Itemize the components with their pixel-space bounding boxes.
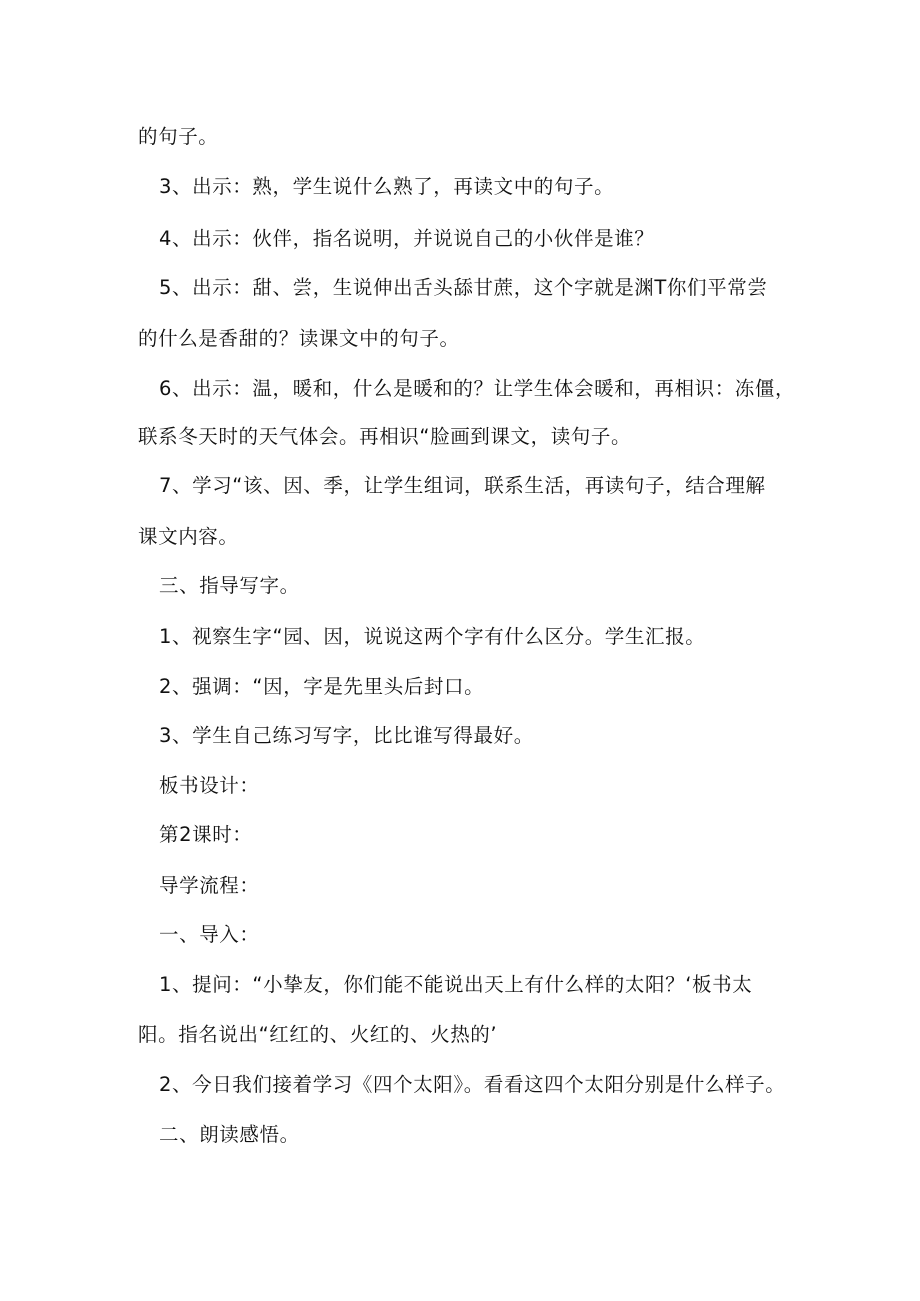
text-line: 2、强调：“因，字是先里头后封口。 <box>159 675 485 698</box>
text-line: 的句子。 <box>138 125 219 148</box>
text-line: 联系冬天时的天气体会。再相识“脸画到课文，读句子。 <box>138 425 632 448</box>
section-heading: 第2课时： <box>159 823 253 846</box>
text-line: 4、出示：伙伴，指名说明，并说说自己的小伙伴是谁？ <box>159 227 655 250</box>
text-line: 3、出示：熟，学生说什么熟了，再读文中的句子。 <box>159 175 615 198</box>
section-heading: 导学流程： <box>159 874 260 897</box>
text-line: 3、学生自己练习写字，比比谁写得最好。 <box>159 724 534 747</box>
text-line: 1、提问：“小挚友，你们能不能说出天上有什么样的太阳？‘板书太 <box>159 973 753 996</box>
section-heading: 二、朗读感悟。 <box>159 1123 300 1146</box>
text-line: 2、今日我们接着学习《四个太阳》。看看这四个太阳分别是什么样子。 <box>159 1073 786 1096</box>
text-line: 5、出示：甜、尝，生说伸出舌头舔甘蔗，这个字就是渊T你们平常尝 <box>159 276 768 299</box>
text-line: 的什么是香甜的？读课文中的句子。 <box>138 327 460 350</box>
text-line: 1、视察生字“园、因，说说这两个字有什么区分。学生汇报。 <box>159 625 706 648</box>
text-line: 6、出示：温，暖和，什么是暖和的？让学生体会暖和，再相识：冻僵， <box>159 377 796 400</box>
section-heading: 三、指导写字。 <box>159 574 300 597</box>
text-line: 7、学习“该、因、季，让学生组词，联系生活，再读句子，结合理解 <box>159 474 766 497</box>
text-line: 阳。指名说出“红红的、火红的、火热的’ <box>138 1023 498 1046</box>
text-line: 课文内容。 <box>138 525 239 548</box>
section-heading: 一、导入： <box>159 923 260 946</box>
section-heading: 板书设计： <box>159 774 260 797</box>
